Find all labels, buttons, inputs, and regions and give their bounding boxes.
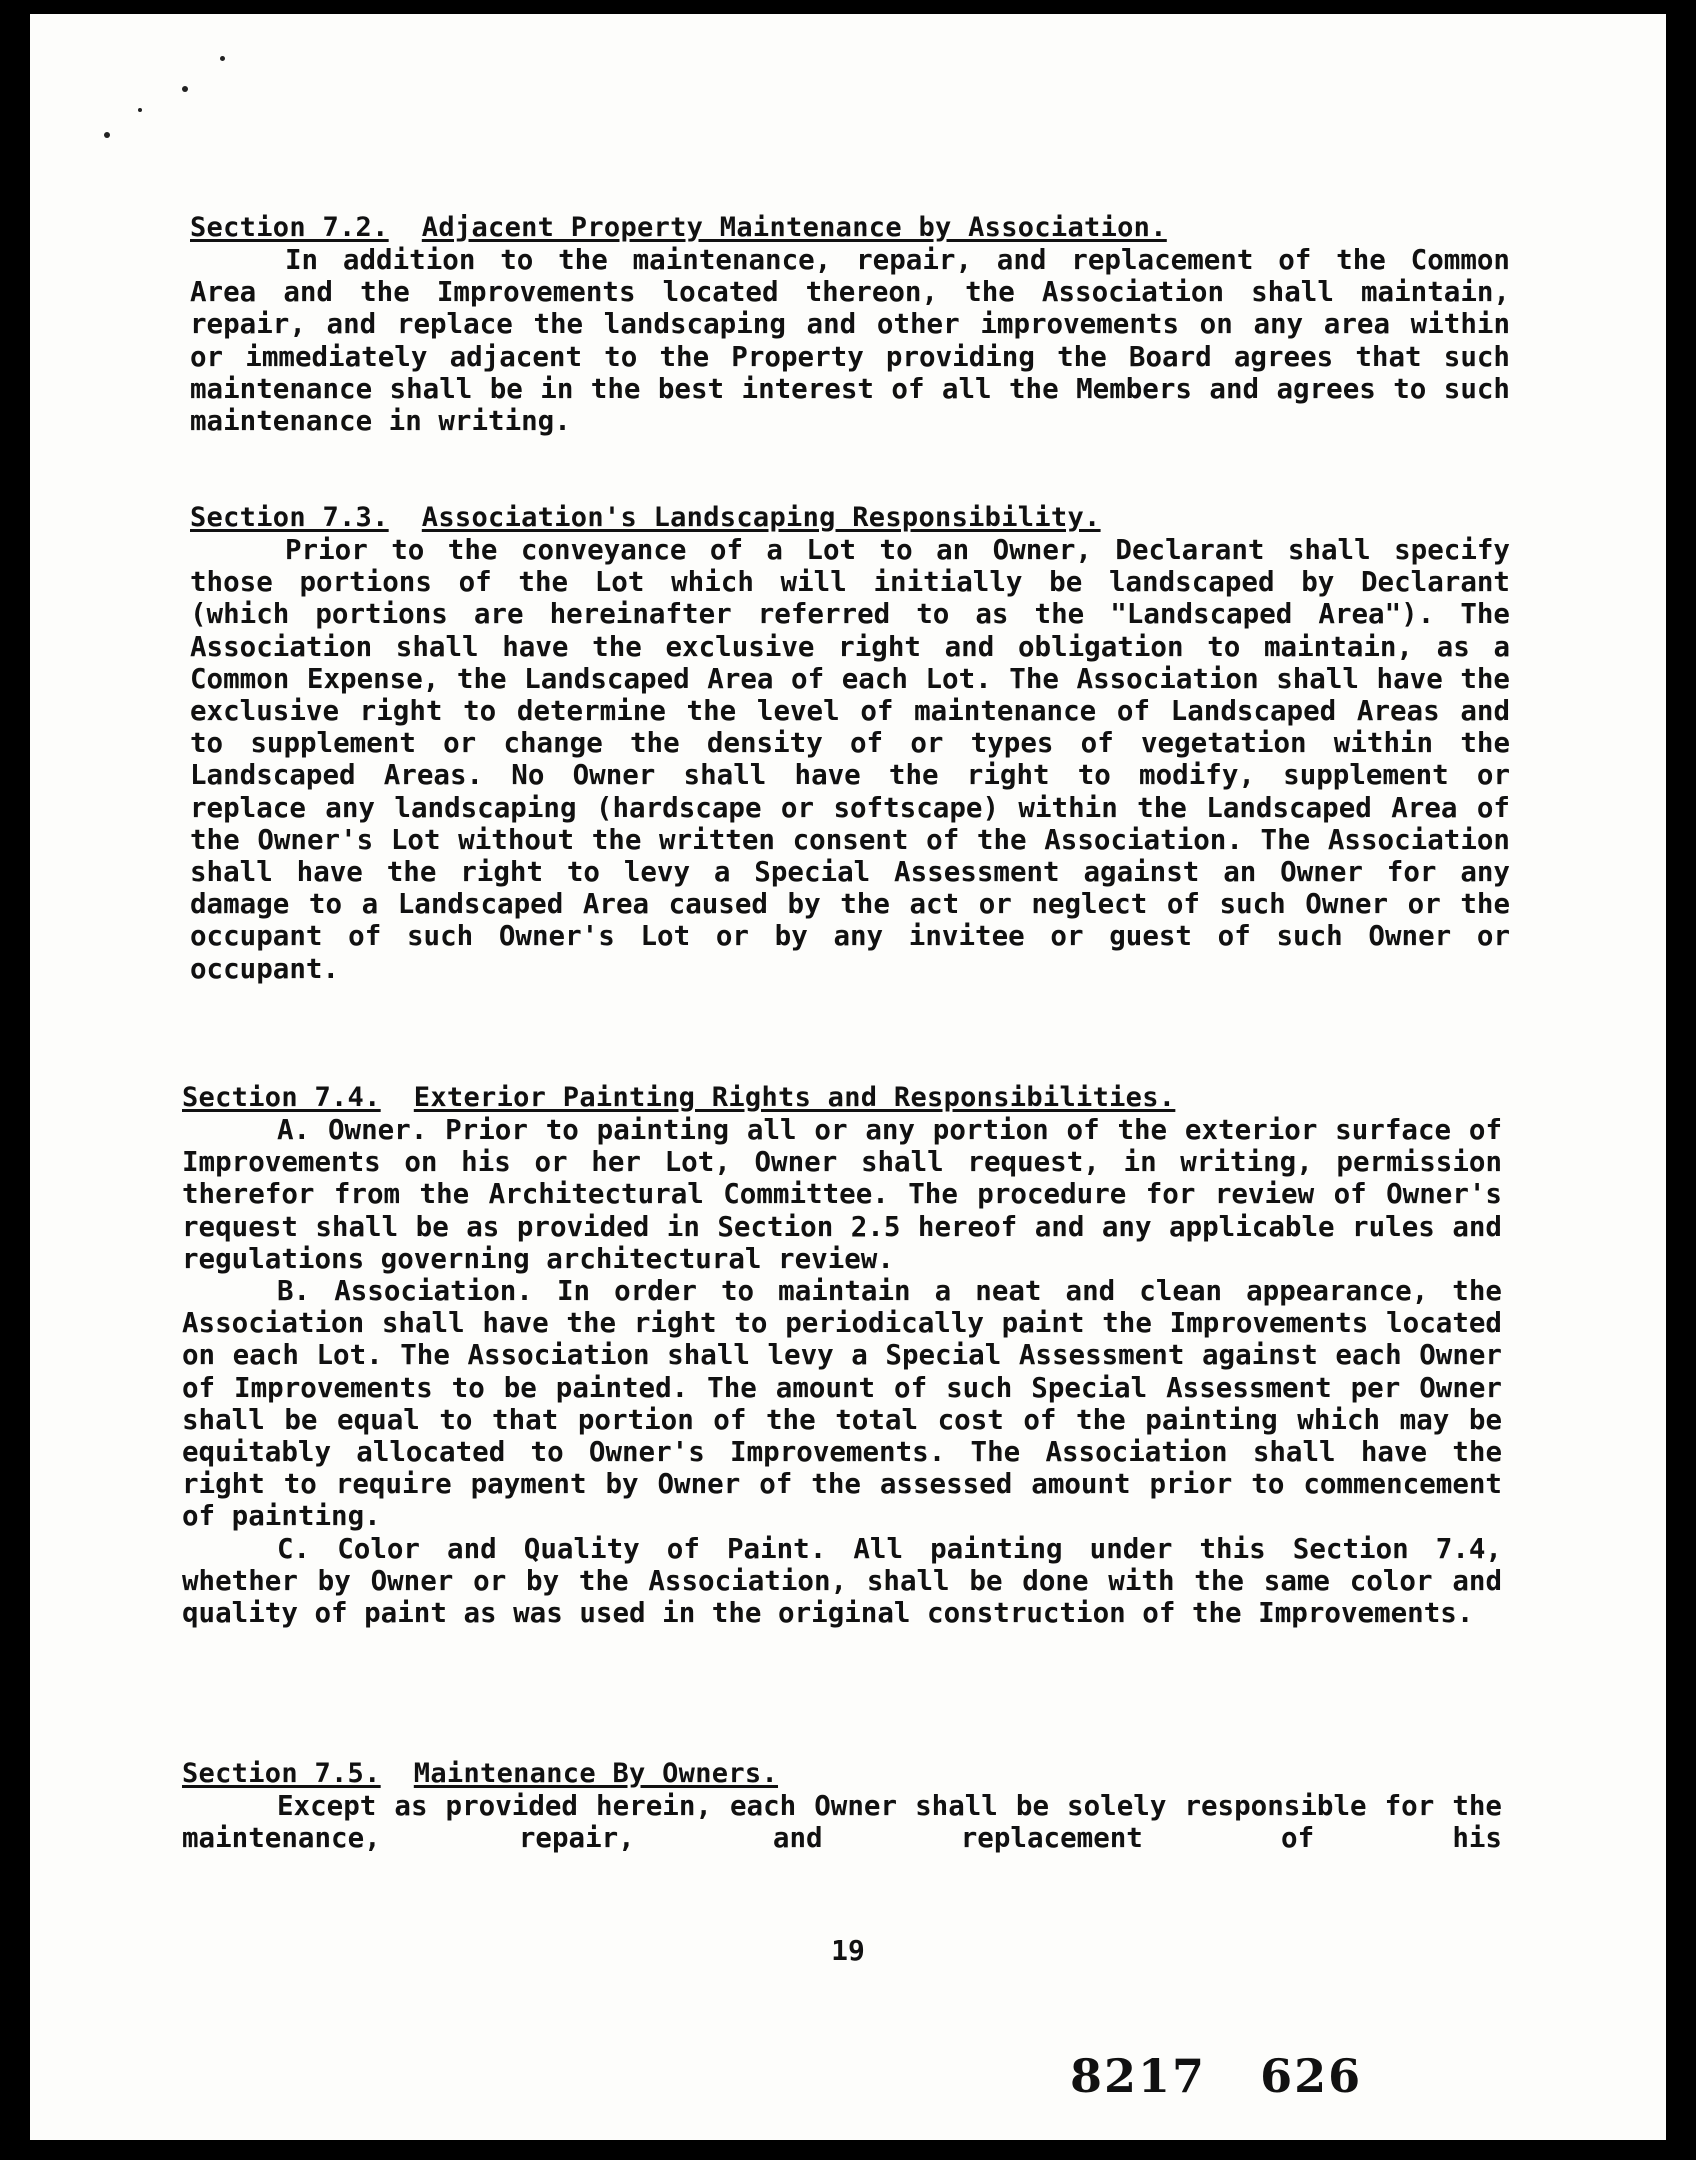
section-7-4 bbox=[182, 1082, 1502, 1629]
subsection-label: A. bbox=[277, 1114, 311, 1146]
scan-speck bbox=[138, 108, 142, 112]
subsection-label: B. bbox=[277, 1275, 311, 1308]
section-paragraph: In addition to the maintenance, repair, and replacement of the Common Area and the Improvements located thereon, the Association shall maintain, repair, and replace the landscaping and other improvements on any area within or immediately adjacent to the Property providing the Board agrees that such maintenance shall be in the best interest of all the Members and agrees to such maintenance in writing. bbox=[190, 244, 1510, 438]
section-title: Association's Landscaping Responsibility. bbox=[421, 502, 1101, 533]
section-title: Maintenance By Owners. bbox=[413, 1758, 779, 1789]
section-title: Adjacent Property Maintenance by Association. bbox=[421, 212, 1167, 243]
subsection-text: All painting under this Section 7.4, whether by Owner or by the Association, shall be done with the same color and quality of paint as was used in the original construction of the Improvements. bbox=[182, 1532, 1502, 1630]
document-page bbox=[30, 14, 1666, 2140]
subsection-association bbox=[182, 1275, 1502, 1533]
section-title: Exterior Painting Rights and Responsibilities. bbox=[413, 1082, 1176, 1113]
section-7-5 bbox=[182, 1758, 1502, 1854]
section-7-3 bbox=[190, 502, 1510, 985]
section-heading bbox=[190, 212, 1510, 244]
subsection-name: Association. bbox=[334, 1275, 533, 1308]
section-heading bbox=[182, 1758, 1502, 1790]
section-heading bbox=[182, 1082, 1502, 1114]
subsection-text: In order to maintain a neat and clean appearance, the Association shall have the right to periodically paint the Improvements located on each Lot. The Association shall levy a Special Assessment against each Owner of Improvements to be painted. The amount of such Special Assessment per Owner shall be equal to that portion of the total cost of the painting which may be equitably allocated to Owner's Improvements. The Association shall have the right to require payment by Owner of the assessed amount prior to commencement of painting. bbox=[182, 1275, 1502, 1533]
section-paragraph: Except as provided herein, each Owner shall be solely responsible for the maintenance, repair, and replacement of his bbox=[182, 1790, 1502, 1855]
subsection-name: Owner. bbox=[327, 1114, 428, 1146]
section-number: Section 7.5. bbox=[182, 1758, 381, 1789]
section-7-2 bbox=[190, 212, 1510, 437]
document-number: 8217 626 bbox=[1070, 2049, 1363, 2103]
section-number: Section 7.4. bbox=[182, 1082, 381, 1113]
section-heading bbox=[190, 502, 1510, 534]
subsection-label: C. bbox=[277, 1532, 311, 1565]
scan-speck bbox=[220, 56, 225, 61]
scan-speck bbox=[104, 132, 110, 138]
section-number: Section 7.3. bbox=[190, 502, 389, 533]
scan-speck bbox=[182, 86, 188, 92]
subsection-color-quality bbox=[182, 1533, 1502, 1630]
subsection-text: Prior to painting all or any portion of the exterior surface of Improvements on his or her Lot, Owner shall request, in writing, permission therefor from the Architectural Committee. The procedure for review of Owner's request shall be as provided in Section 2.5 hereof and any applicable rules and regulations governing architectural review. bbox=[182, 1114, 1503, 1275]
subsection-owner bbox=[182, 1114, 1502, 1275]
subsection-name: Color and Quality of Paint. bbox=[337, 1532, 827, 1565]
section-number: Section 7.2. bbox=[190, 212, 389, 243]
section-paragraph: Prior to the conveyance of a Lot to an Owner, Declarant shall specify those portions of the Lot which will initially be landscaped by Declarant (which portions are hereinafter referred to as the "Landscaped Area"). The Association shall have the exclusive right and obligation to maintain, as a Common Expense, the Landscaped Area of each Lot. The Association shall have the exclusive right to determine the level of maintenance of Landscaped Areas and to supplement or change the density of or types of vegetation within the Landscaped Areas. No Owner shall have the right to modify, supplement or replace any landscaping (hardscape or softscape) within the Landscaped Area of the Owner's Lot without the written consent of the Association. The Association shall have the right to levy a Special Assessment against an Owner for any damage to a Landscaped Area caused by the act or neglect of such Owner or the occupant of such Owner's Lot or by any invitee or guest of such Owner or occupant. bbox=[190, 534, 1510, 985]
page-number: 19 bbox=[831, 1934, 865, 1967]
